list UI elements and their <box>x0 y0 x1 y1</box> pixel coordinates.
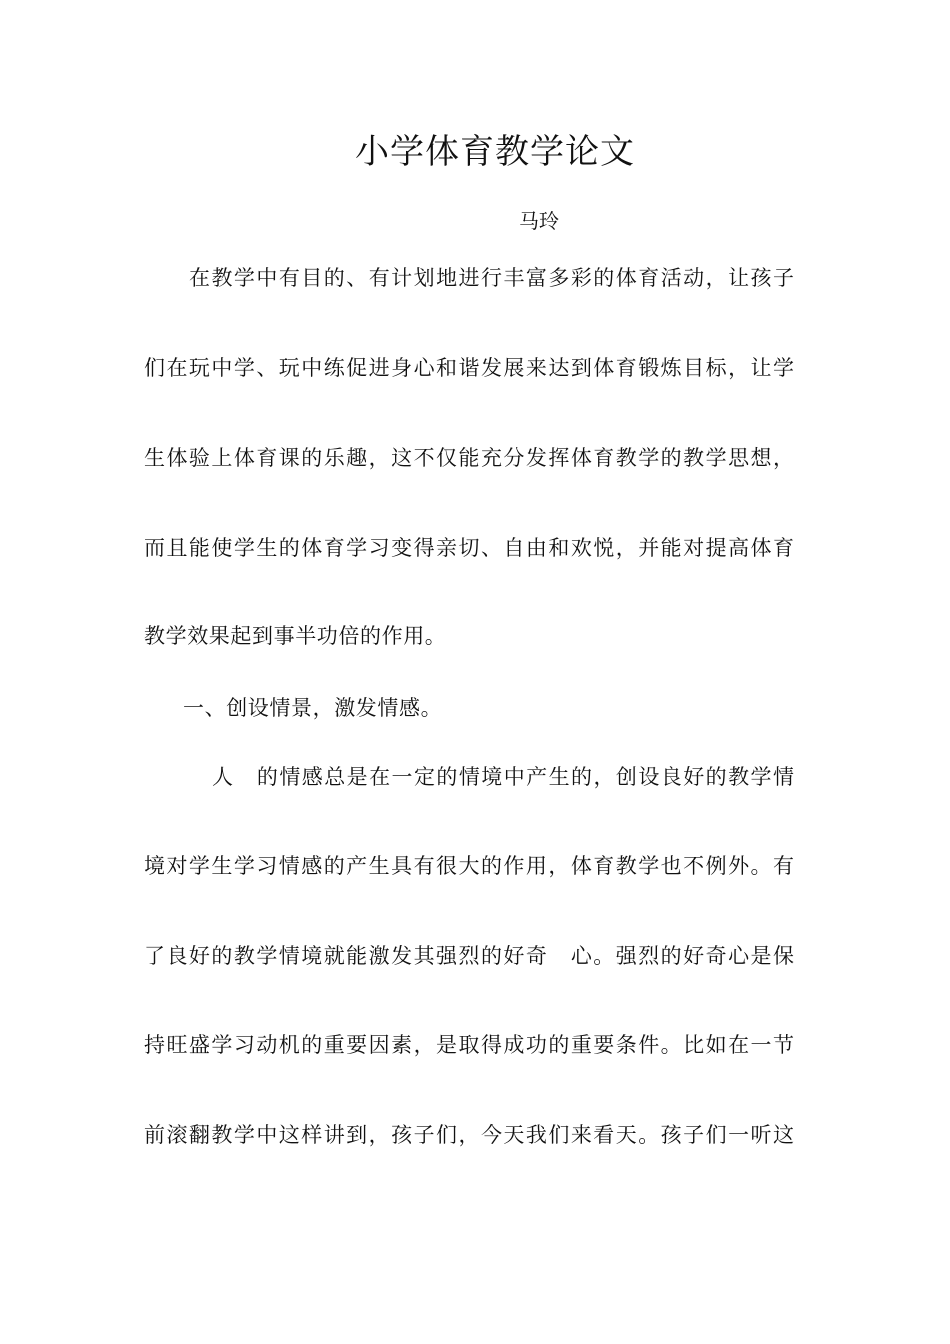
paragraph-line: 持旺盛学习动机的重要因素，是取得成功的重要条件。比如在一节 <box>144 1033 794 1057</box>
paragraph-line: 在教学中有目的、有计划地进行丰富多彩的体育活动，让孩子 <box>189 266 794 290</box>
paragraph-line: 境对学生学习情感的产生具有很大的作用，体育教学也不例外。有 <box>144 854 794 878</box>
section-heading: 一、创设情景，激发情感。 <box>183 696 443 720</box>
paragraph-line: 人 的情感总是在一定的情境中产生的，创设良好的教学情 <box>212 765 794 789</box>
paragraph-line: 教学效果起到事半功倍的作用。 <box>144 624 447 648</box>
paragraph-line: 们在玩中学、玩中练促进身心和谐发展来达到体育锻炼目标，让学 <box>144 356 794 380</box>
paragraph-line: 了良好的教学情境就能激发其强烈的好奇 心。强烈的好奇心是保 <box>144 944 794 968</box>
paragraph-line: 而且能使学生的体育学习变得亲切、自由和欢悦，并能对提高体育 <box>144 536 794 560</box>
document-title: 小学体育教学论文 <box>355 132 635 172</box>
document-author: 马玲 <box>519 209 559 233</box>
paragraph-line: 前滚翻教学中这样讲到，孩子们，今天我们来看天。孩子们一听这 <box>144 1123 794 1147</box>
paragraph-line: 生体验上体育课的乐趣，这不仅能充分发挥体育教学的教学思想， <box>144 446 794 470</box>
